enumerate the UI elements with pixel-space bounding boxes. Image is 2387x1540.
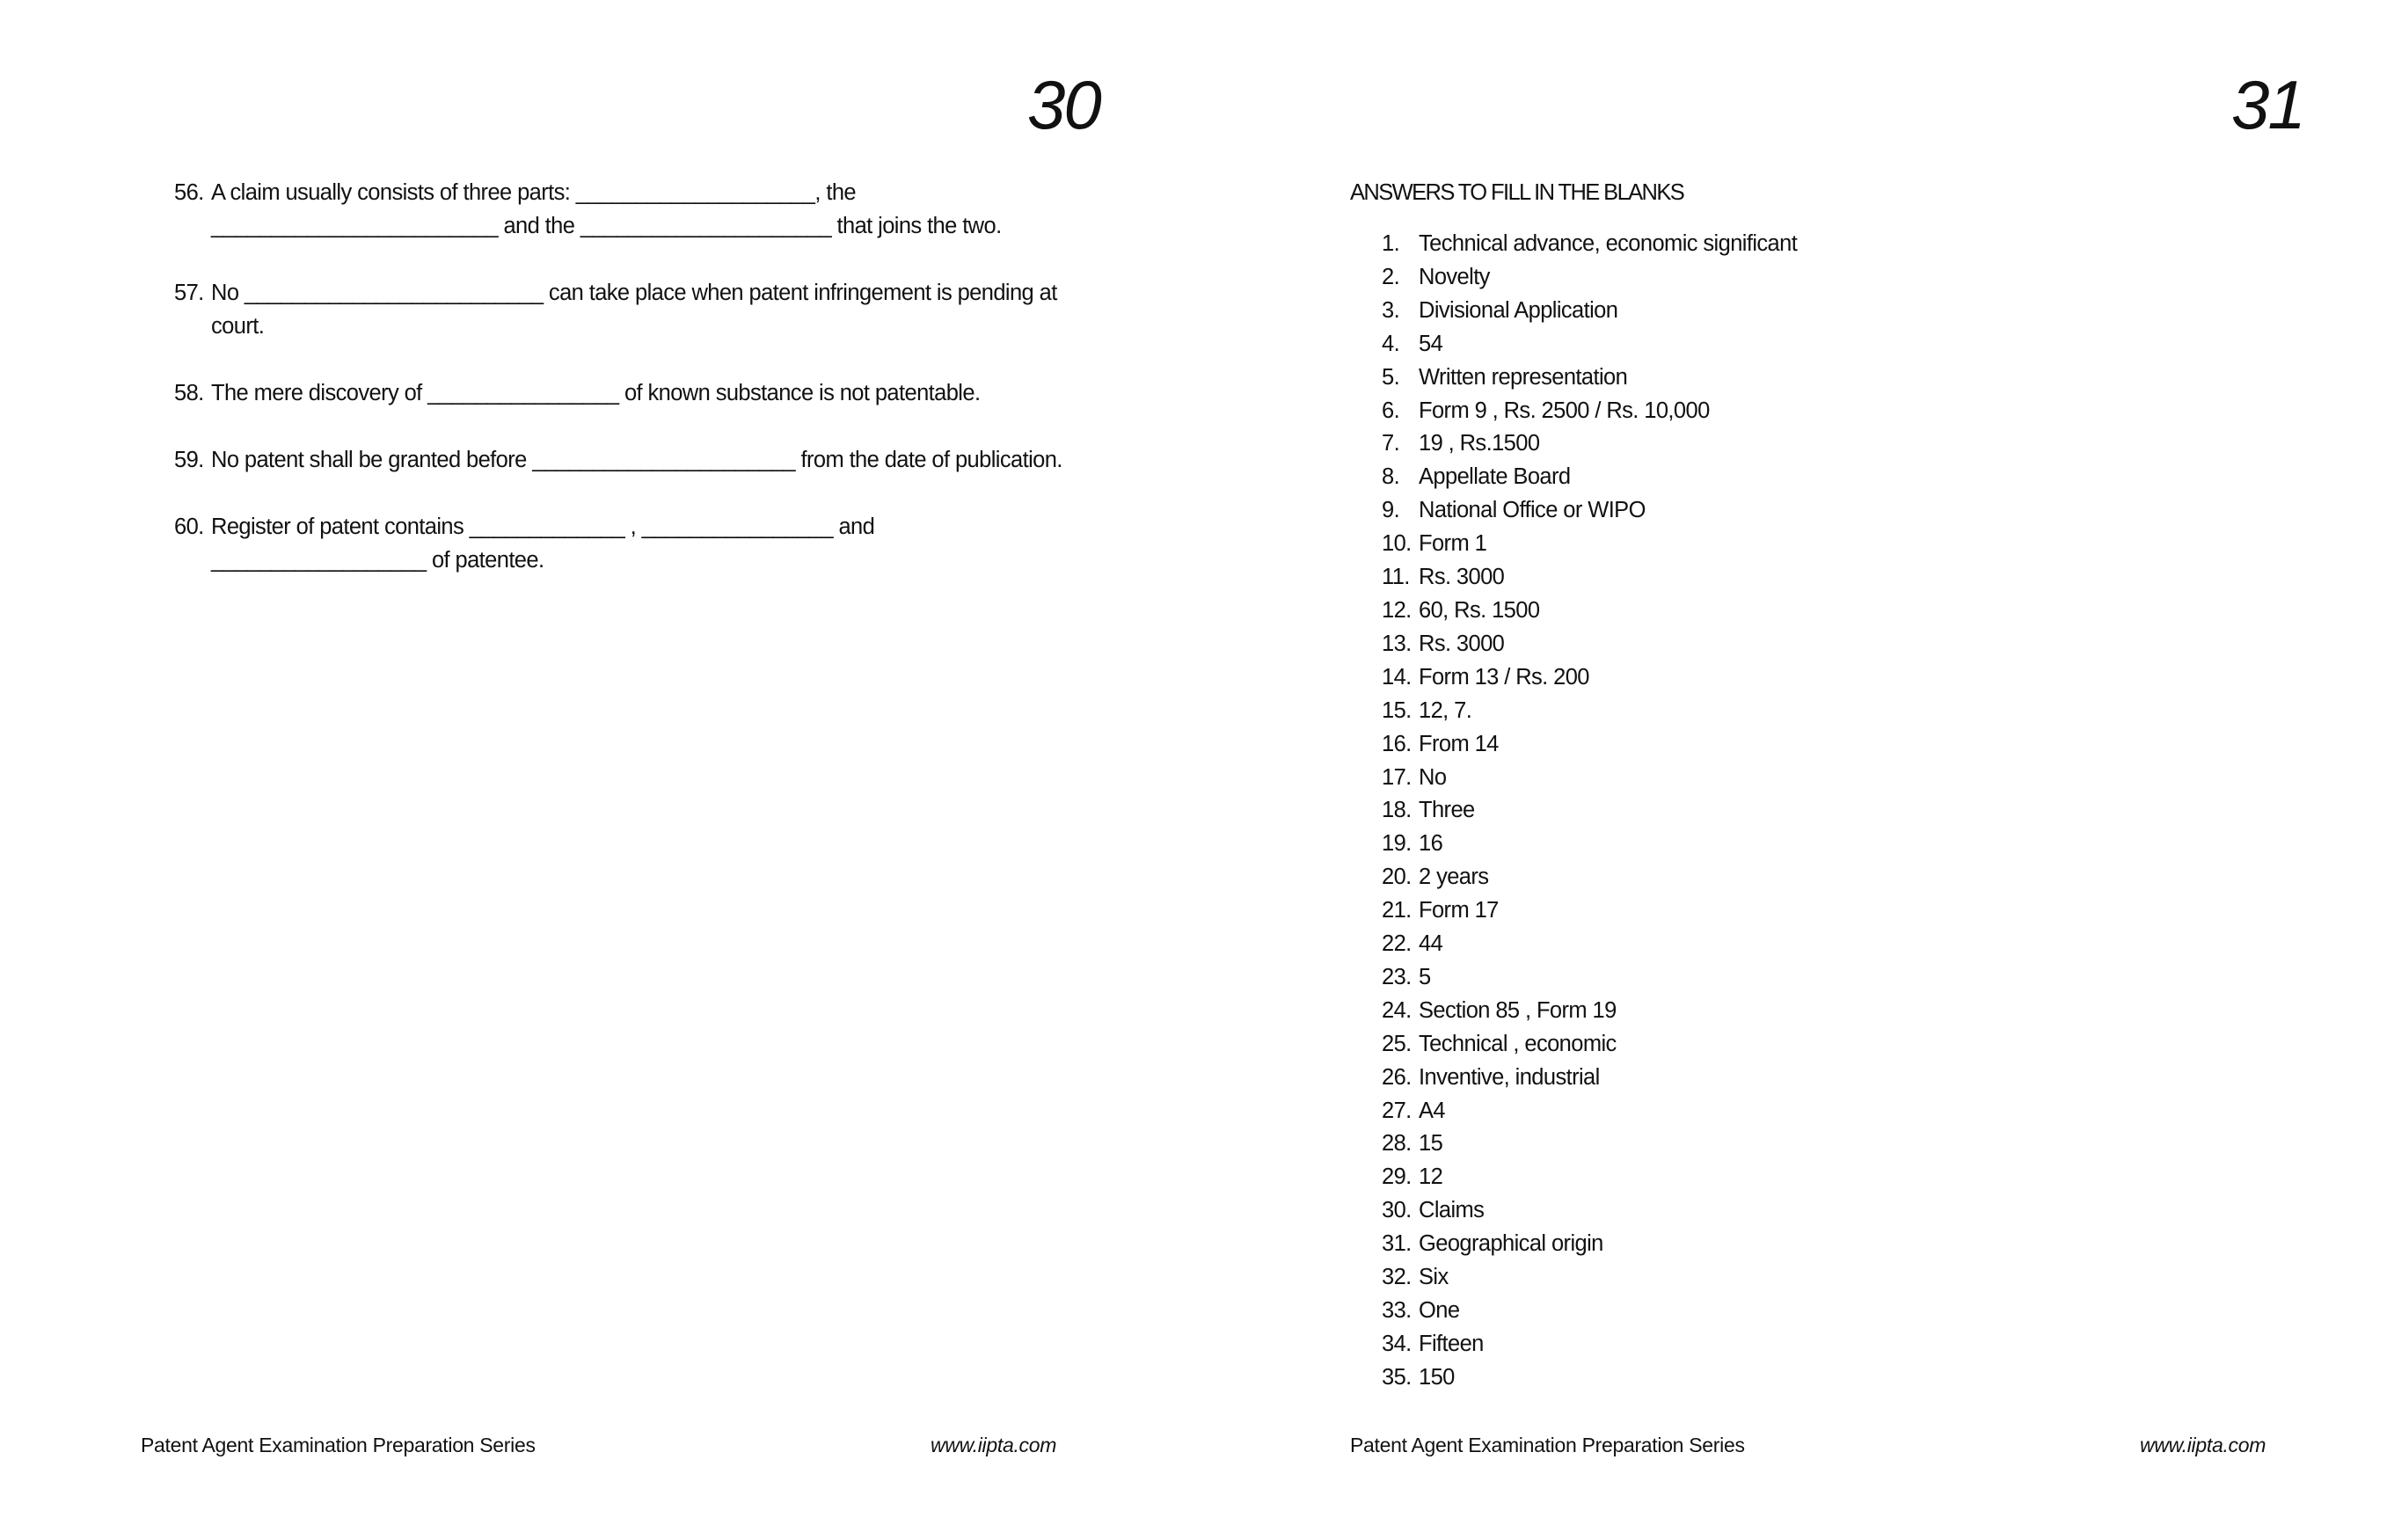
answer-item bbox=[1382, 628, 1797, 661]
question-item bbox=[174, 510, 1062, 577]
question-text: No _________________________ can take place when patent infringement is pending at court. bbox=[211, 281, 1057, 339]
answer-text: Form 17 bbox=[1419, 898, 1499, 923]
question-list bbox=[174, 176, 1062, 610]
answer-text: 60, Rs. 1500 bbox=[1419, 597, 1540, 623]
answer-item bbox=[1382, 1128, 1797, 1161]
answer-number: 23. bbox=[1382, 964, 1412, 989]
question-item bbox=[174, 276, 1062, 343]
question-item bbox=[174, 176, 1062, 243]
answer-text: 15 bbox=[1419, 1131, 1443, 1157]
answer-number: 12. bbox=[1382, 597, 1412, 623]
answer-item bbox=[1382, 228, 1797, 261]
answer-item bbox=[1382, 1261, 1797, 1295]
answer-text: Technical advance, economic significant bbox=[1419, 231, 1798, 256]
answer-number: 24. bbox=[1382, 997, 1412, 1023]
answer-text: Divisional Application bbox=[1419, 297, 1618, 323]
answer-item bbox=[1382, 728, 1797, 762]
answer-number: 14. bbox=[1382, 664, 1412, 690]
answer-text: 2 years bbox=[1419, 865, 1489, 890]
answer-item bbox=[1382, 328, 1797, 361]
answer-number: 15. bbox=[1382, 697, 1412, 723]
answer-number: 30. bbox=[1382, 1198, 1412, 1223]
answer-item bbox=[1382, 828, 1797, 861]
answer-item bbox=[1382, 561, 1797, 595]
answer-text: Section 85 , Form 19 bbox=[1419, 997, 1617, 1023]
question-text: A claim usually consists of three parts: ____________________, the ________________________ and the _____________________ that joins the two. bbox=[211, 180, 1002, 238]
answer-text: National Office or WIPO bbox=[1419, 498, 1646, 523]
footer-series-title: Patent Agent Examination Preparation Series bbox=[141, 1434, 536, 1456]
answer-item bbox=[1382, 1361, 1797, 1395]
question-number: 60. bbox=[174, 515, 204, 539]
answer-text: 19 , Rs.1500 bbox=[1419, 431, 1540, 456]
answer-item bbox=[1382, 995, 1797, 1028]
answer-text: Six bbox=[1419, 1265, 1449, 1290]
answer-text: Form 9 , Rs. 2500 / Rs. 10,000 bbox=[1419, 398, 1710, 423]
answer-text: Written representation bbox=[1419, 364, 1628, 390]
answer-item bbox=[1382, 762, 1797, 795]
footer-website-link[interactable]: www.iipta.com bbox=[931, 1434, 1057, 1456]
answer-number: 26. bbox=[1382, 1064, 1412, 1090]
answer-item bbox=[1382, 1161, 1797, 1194]
answer-number: 3. bbox=[1382, 297, 1400, 323]
question-item bbox=[174, 443, 1062, 477]
answer-number: 11. bbox=[1382, 565, 1410, 590]
answer-item bbox=[1382, 1062, 1797, 1095]
answer-text: Technical , economic bbox=[1419, 1031, 1617, 1056]
answer-text: Inventive, industrial bbox=[1419, 1064, 1600, 1090]
answer-number: 8. bbox=[1382, 464, 1400, 490]
answer-number: 7. bbox=[1382, 431, 1400, 456]
answer-text: Novelty bbox=[1419, 264, 1490, 289]
answer-text: Geographical origin bbox=[1419, 1231, 1603, 1257]
answer-item bbox=[1382, 461, 1797, 494]
answer-text: 150 bbox=[1419, 1364, 1455, 1390]
answer-text: Rs. 3000 bbox=[1419, 565, 1505, 590]
question-number: 57. bbox=[174, 281, 204, 305]
answer-number: 17. bbox=[1382, 764, 1412, 790]
answer-text: No bbox=[1419, 764, 1447, 790]
answer-list bbox=[1382, 228, 1797, 1395]
answer-number: 32. bbox=[1382, 1265, 1412, 1290]
answer-item bbox=[1382, 961, 1797, 995]
page-number: 30 bbox=[1027, 66, 1100, 143]
answer-number: 28. bbox=[1382, 1131, 1412, 1157]
answer-text: 12 bbox=[1419, 1164, 1443, 1190]
answer-item bbox=[1382, 1194, 1797, 1228]
answer-number: 2. bbox=[1382, 264, 1400, 289]
answer-number: 4. bbox=[1382, 331, 1400, 356]
answer-text: 16 bbox=[1419, 831, 1443, 857]
answer-text: 12, 7. bbox=[1419, 697, 1472, 723]
answer-number: 29. bbox=[1382, 1164, 1412, 1190]
answer-item bbox=[1382, 494, 1797, 528]
answer-number: 5. bbox=[1382, 364, 1400, 390]
answer-item bbox=[1382, 1328, 1797, 1361]
answer-text: One bbox=[1419, 1298, 1460, 1323]
answer-item bbox=[1382, 695, 1797, 728]
answer-number: 1. bbox=[1382, 231, 1400, 256]
answer-item bbox=[1382, 928, 1797, 961]
answer-item bbox=[1382, 595, 1797, 628]
answer-number: 6. bbox=[1382, 398, 1400, 423]
answer-number: 35. bbox=[1382, 1364, 1412, 1390]
answer-text: Form 13 / Rs. 200 bbox=[1419, 664, 1589, 690]
answer-number: 27. bbox=[1382, 1098, 1412, 1123]
answer-item bbox=[1382, 361, 1797, 395]
answer-number: 34. bbox=[1382, 1331, 1412, 1356]
answer-text: From 14 bbox=[1419, 731, 1499, 756]
answer-item bbox=[1382, 261, 1797, 295]
answer-number: 16. bbox=[1382, 731, 1412, 756]
question-text: No patent shall be granted before ______________________ from the date of publication. bbox=[211, 448, 1062, 472]
question-text: Register of patent contains _____________ , ________________ and __________________ of patentee. bbox=[211, 515, 875, 573]
page-number: 31 bbox=[2231, 66, 2304, 143]
answer-item bbox=[1382, 427, 1797, 461]
answer-item bbox=[1382, 1095, 1797, 1128]
question-number: 59. bbox=[174, 448, 204, 472]
answer-item bbox=[1382, 1028, 1797, 1062]
answer-number: 33. bbox=[1382, 1298, 1412, 1323]
answer-item bbox=[1382, 395, 1797, 428]
answer-number: 22. bbox=[1382, 931, 1412, 957]
right-page bbox=[1194, 0, 2387, 1540]
answer-number: 31. bbox=[1382, 1231, 1412, 1257]
answer-item bbox=[1382, 894, 1797, 928]
answer-number: 10. bbox=[1382, 531, 1412, 557]
answer-text: Form 1 bbox=[1419, 531, 1487, 557]
answer-number: 9. bbox=[1382, 498, 1400, 523]
answer-item bbox=[1382, 861, 1797, 894]
answer-text: Fifteen bbox=[1419, 1331, 1484, 1356]
answer-text: Appellate Board bbox=[1419, 464, 1571, 490]
answer-item bbox=[1382, 1295, 1797, 1328]
question-text: The mere discovery of ________________ of known substance is not patentable. bbox=[211, 381, 981, 405]
answer-text: 54 bbox=[1419, 331, 1443, 356]
question-number: 58. bbox=[174, 381, 204, 405]
answer-number: 19. bbox=[1382, 831, 1412, 857]
answer-item bbox=[1382, 794, 1797, 828]
answers-heading: ANSWERS TO FILL IN THE BLANKS bbox=[1350, 180, 1684, 205]
answer-text: 44 bbox=[1419, 931, 1443, 957]
answer-text: Three bbox=[1419, 798, 1475, 823]
answer-text: Claims bbox=[1419, 1198, 1485, 1223]
answer-number: 20. bbox=[1382, 865, 1412, 890]
answer-item bbox=[1382, 1228, 1797, 1261]
answer-item bbox=[1382, 661, 1797, 695]
footer-series-title: Patent Agent Examination Preparation Series bbox=[1350, 1434, 1745, 1456]
answer-text: Rs. 3000 bbox=[1419, 631, 1505, 656]
answer-item bbox=[1382, 528, 1797, 561]
answer-item bbox=[1382, 295, 1797, 328]
footer-website-link[interactable]: www.iipta.com bbox=[2140, 1434, 2267, 1456]
answer-number: 18. bbox=[1382, 798, 1412, 823]
answer-number: 21. bbox=[1382, 898, 1412, 923]
answer-text: A4 bbox=[1419, 1098, 1445, 1123]
question-item bbox=[174, 376, 1062, 410]
answer-number: 25. bbox=[1382, 1031, 1412, 1056]
answer-text: 5 bbox=[1419, 964, 1431, 989]
question-number: 56. bbox=[174, 180, 204, 205]
answer-number: 13. bbox=[1382, 631, 1412, 656]
